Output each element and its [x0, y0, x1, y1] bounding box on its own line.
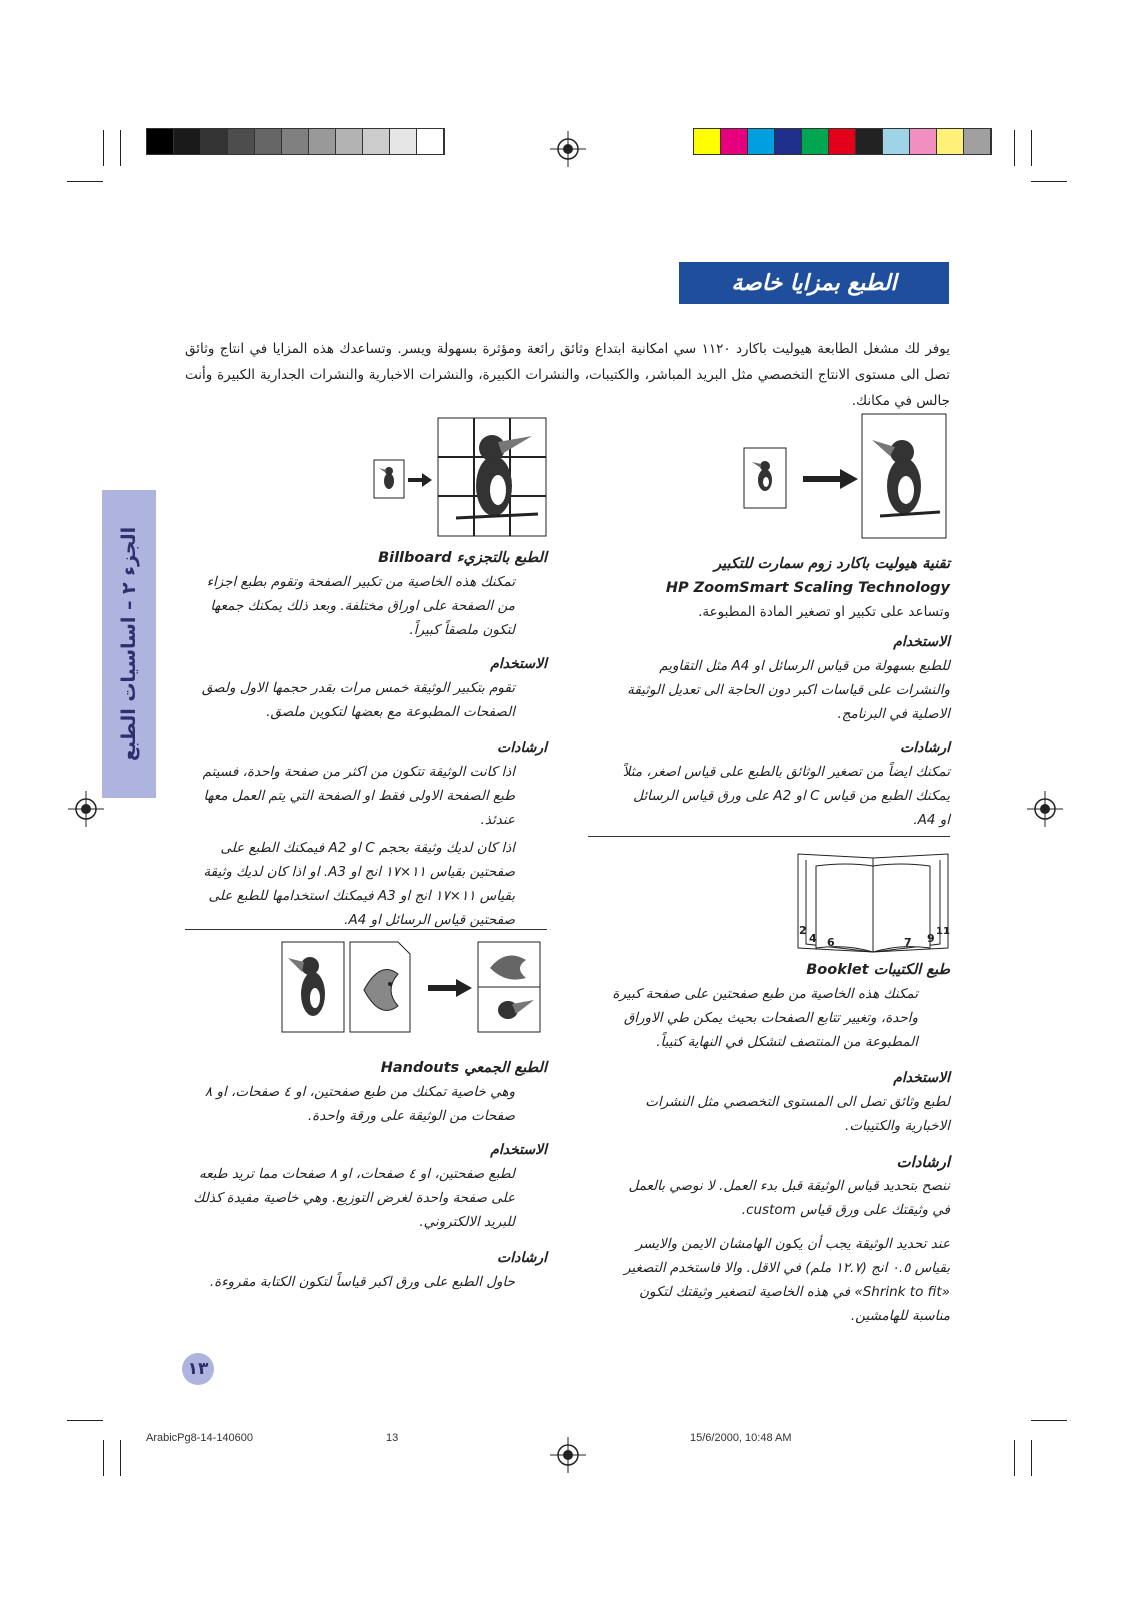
color-swatch — [748, 129, 775, 154]
handouts-use-heading: الاستخدام — [490, 1142, 547, 1158]
handouts-hint: حاول الطبع على ورق اكبر قياساً لتكون الكتابة مقروءة. — [209, 1274, 515, 1290]
booklet-section — [588, 958, 950, 1328]
color-swatch — [390, 129, 417, 154]
intro-paragraph: يوفر لك مشغل الطابعة هيوليت باكارد ١١٢٠ سي امكانية ابتداع وثائق رائعة ومؤثرة بسهولة ويسر. وتساعدك هذه المزايا في انتاج وثائق تصل الى مستوى الانتاج التخصصي مثل البريد المباشر، والكتيبات، والنشرات الكبيرة، والنشرات الاخبارية والنشرات الجدارية الكبيرة وأنت جالس في مكانك. — [185, 341, 950, 409]
color-swatch — [694, 129, 721, 154]
crop-mark — [67, 1420, 103, 1421]
section-divider — [185, 929, 547, 930]
color-swatch — [147, 129, 174, 154]
color-swatch — [910, 129, 937, 154]
crop-mark — [67, 181, 103, 182]
handouts-hints-heading: ارشادات — [497, 1250, 547, 1266]
zoomsmart-title: تقنية هيوليت باكارد زوم سمارت للتكبير — [714, 556, 950, 572]
crop-mark — [103, 130, 104, 166]
footer-page: 13 — [386, 1432, 399, 1444]
zoomsmart-hints-heading: ارشادات — [900, 740, 950, 756]
zoomsmart-desc: وتساعد على تكبير او تصغير المادة المطبوعة. — [698, 604, 950, 620]
color-swatch — [363, 129, 390, 154]
chapter-tab-label: الجزء ٢ – اساسيات الطبع — [118, 526, 140, 762]
billboard-use-text: تقوم بتكبير الوثيقة خمس مرات بقدر حجمها الاول ولصق الصفحات المطبوعة مع بعضها لتكوين ملصق. — [201, 680, 515, 720]
booklet-use-heading: الاستخدام — [893, 1070, 950, 1086]
color-swatch — [721, 129, 748, 154]
zoomsmart-use-heading: الاستخدام — [893, 634, 950, 650]
billboard-hints-heading: ارشادات — [497, 740, 547, 756]
section-divider — [588, 836, 950, 837]
color-bar — [693, 128, 992, 155]
color-swatch — [201, 129, 228, 154]
handouts-use-text: لطبع صفحتين، او ٤ صفحات، او ٨ صفحات مما تريد طبعه على صفحة واحدة لغرض التوزيع. وهي خاصية مفيدة كذلك للبريد الالكتروني. — [193, 1166, 515, 1230]
booklet-use-text: لطبع وثائق تصل الى المستوى التخصصي مثل النشرات الاخبارية والكتيبات. — [645, 1094, 950, 1134]
color-swatch — [336, 129, 363, 154]
color-swatch — [937, 129, 964, 154]
booklet-hint-1: ننصح بتحديد قياس الوثيقة قبل بدء العمل. لا نوصي بالعمل في وثيقتك على ورق قياس custom. — [628, 1178, 950, 1218]
color-swatch — [829, 129, 856, 154]
handouts-title: الطبع الجمعي Handouts — [380, 1060, 547, 1076]
booklet-hints-heading: ارشادات — [896, 1153, 950, 1171]
page-title: الطبع بمزايا خاصة — [679, 262, 949, 304]
booklet-page-number: 4 — [809, 932, 817, 945]
registration-mark-icon — [550, 131, 586, 167]
color-swatch — [282, 129, 309, 154]
registration-mark-icon — [1027, 791, 1063, 827]
registration-mark-icon — [68, 791, 104, 827]
booklet-page-number: 7 — [904, 936, 912, 949]
footer-filename: ArabicPg8-14-140600 — [146, 1432, 254, 1444]
color-swatch — [228, 129, 255, 154]
booklet-page-number: 2 — [799, 924, 807, 937]
zoomsmart-hints-text: تمكنك ايضاً من تصغير الوثائق بالطبع على قياس اصغر، مثلاً يمكنك الطبع من قياس C او A2 على ورق قياس الرسائل او A4. — [622, 764, 950, 828]
registration-mark-icon — [550, 1437, 586, 1473]
zoomsmart-illustration — [740, 412, 950, 542]
crop-mark — [1014, 130, 1015, 166]
handouts-desc: وهي خاصية تمكنك من طبع صفحتين، او ٤ صفحات، او ٨ صفحات من الوثيقة على ورقة واحدة. — [204, 1084, 515, 1124]
grayscale-bar — [146, 128, 445, 155]
footer-timestamp: 15/6/2000, 10:48 AM — [690, 1432, 792, 1444]
color-swatch — [255, 129, 282, 154]
booklet-illustration — [796, 852, 950, 956]
color-swatch — [174, 129, 201, 154]
billboard-title: الطبع بالتجزيء Billboard — [378, 550, 547, 566]
crop-mark — [1014, 1440, 1015, 1476]
crop-mark — [1031, 1420, 1067, 1421]
booklet-page-number: 11 — [936, 926, 950, 937]
booklet-desc: تمكنك هذه الخاصية من طبع صفحتين على صفحة كبيرة واحدة، وتغيير تتابع الصفحات بحيث يمكن طي الاوراق المطبوعة من المنتصف لتشكل في النهاية كتيباً. — [612, 986, 918, 1050]
booklet-page-number: 6 — [827, 936, 835, 949]
color-swatch — [775, 129, 802, 154]
booklet-title: طبع الكتيبات Booklet — [806, 962, 950, 978]
color-swatch — [309, 129, 336, 154]
crop-mark — [103, 1440, 104, 1476]
crop-mark — [120, 1440, 121, 1476]
billboard-section — [185, 546, 547, 932]
zoomsmart-section — [588, 552, 950, 832]
crop-mark — [1031, 130, 1032, 166]
booklet-page-number: 9 — [927, 932, 935, 945]
booklet-hint-2: عند تحديد الوثيقة يجب أن يكون الهامشان الايمن والايسر بقياس ٠.٥ انج (١٢.٧ ملم) في الاقل. والا فاستخدم التصغير «Shrink to fit» في هذه الخاصية لتصغير وثيقتك لتكون مناسبة للهامشين. — [623, 1236, 950, 1324]
billboard-desc: تمكنك هذه الخاصية من تكبير الصفحة وتقوم بطبع اجزاء من الصفحة على اوراق مختلفة. وبعد ذلك يمكنك جمعها لتكون ملصقاً كبيراً. — [206, 574, 515, 638]
color-swatch — [883, 129, 910, 154]
crop-mark — [1031, 181, 1067, 182]
billboard-illustration — [372, 416, 548, 538]
billboard-hint-1: اذا كانت الوثيقة تتكون من اكثر من صفحة واحدة، فسيتم طبع الصفحة الاولى فقط او الصفحة التي يتم العمل معها عندئذ. — [202, 764, 515, 828]
color-swatch — [856, 129, 883, 154]
zoomsmart-use-text: للطبع بسهولة من قياس الرسائل او A4 مثل التقاويم والنشرات على قياسات اكبر دون الحاجة الى تعديل الوثيقة الاصلية في البرنامج. — [627, 658, 950, 722]
page-number-badge: ١٣ — [182, 1353, 214, 1385]
billboard-hint-2: اذا كان لديك وثيقة بحجم C او A2 فيمكنك الطبع على صفحتين بقياس ١١×١٧ انج او A3. او اذا كان لديك وثيقة بقياس ١١×١٧ انج او A3 فيمكنك استخدامها للطبع على صفحتين قياس الرسائل او A4. — [203, 840, 515, 928]
chapter-tab — [102, 490, 156, 798]
color-swatch — [417, 129, 444, 154]
crop-mark — [1031, 1440, 1032, 1476]
handouts-illustration — [280, 940, 545, 1036]
color-swatch — [802, 129, 829, 154]
billboard-tile-grid — [438, 418, 546, 536]
billboard-use-heading: الاستخدام — [490, 656, 547, 672]
zoomsmart-title-en: HP ZoomSmart Scaling Technology — [665, 580, 950, 596]
color-swatch — [964, 129, 991, 154]
crop-mark — [120, 130, 121, 166]
handouts-section — [185, 1056, 547, 1294]
